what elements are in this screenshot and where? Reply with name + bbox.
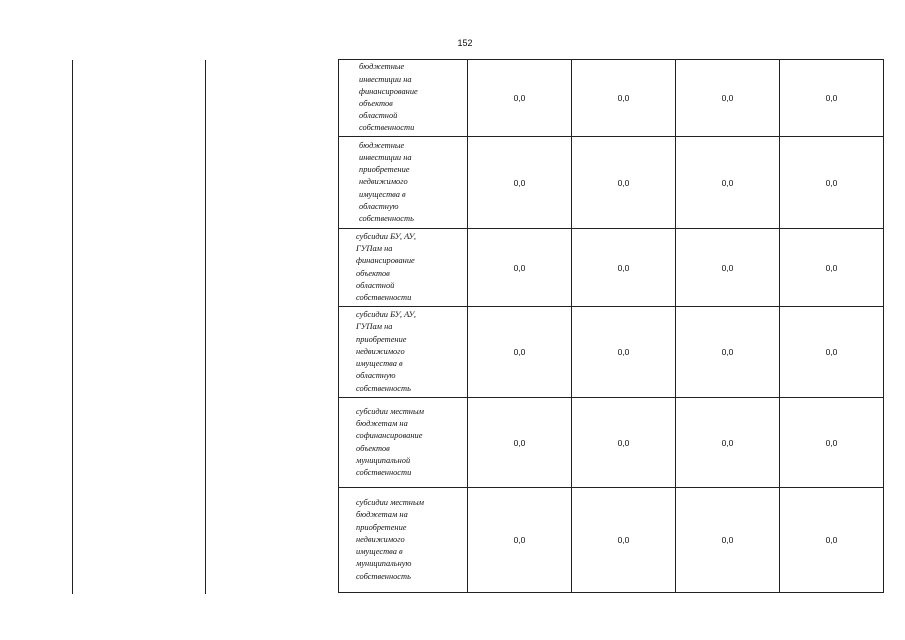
value-cell: 0,0 [780, 60, 884, 137]
value-cell: 0,0 [676, 229, 780, 307]
value-cell: 0,0 [468, 488, 572, 593]
budget-table [338, 59, 884, 593]
value-cell: 0,0 [780, 488, 884, 593]
value-cell: 0,0 [676, 307, 780, 398]
value-cell: 0,0 [780, 229, 884, 307]
value-cell: 0,0 [676, 60, 780, 137]
value-cell: 0,0 [572, 137, 676, 229]
row-label: субсидии БУ, АУ, ГУПам на приобретение недвижимого имущества в областную собственность [339, 307, 468, 398]
table-row [339, 229, 884, 307]
value-cell: 0,0 [572, 488, 676, 593]
row-label: бюджетные инвестиции на приобретение недвижимого имущества в областную собственность [339, 137, 468, 229]
row-label: субсидии БУ, АУ, ГУПам на финансирование объектов областной собственности [339, 229, 468, 307]
table-row [339, 488, 884, 593]
value-cell: 0,0 [468, 398, 572, 488]
table-row [339, 137, 884, 229]
row-label: субсидии местным бюджетам на софинансирование объектов муниципальной собственности [339, 398, 468, 488]
column-rule-left [72, 60, 73, 594]
value-cell: 0,0 [780, 137, 884, 229]
column-rule-middle [205, 60, 206, 594]
table-row [339, 60, 884, 137]
page-number: 152 [457, 38, 473, 48]
value-cell: 0,0 [468, 60, 572, 137]
value-cell: 0,0 [468, 137, 572, 229]
row-label: бюджетные инвестиции на финансирование объектов областной собственности [339, 60, 468, 137]
value-cell: 0,0 [572, 398, 676, 488]
value-cell: 0,0 [780, 398, 884, 488]
value-cell: 0,0 [676, 488, 780, 593]
value-cell: 0,0 [468, 307, 572, 398]
value-cell: 0,0 [676, 398, 780, 488]
value-cell: 0,0 [572, 60, 676, 137]
value-cell: 0,0 [468, 229, 572, 307]
table-row [339, 307, 884, 398]
value-cell: 0,0 [676, 137, 780, 229]
row-label: субсидии местным бюджетам на приобретение недвижимого имущества в муниципальную собственность [339, 488, 468, 593]
table-row [339, 398, 884, 488]
value-cell: 0,0 [780, 307, 884, 398]
value-cell: 0,0 [572, 229, 676, 307]
value-cell: 0,0 [572, 307, 676, 398]
